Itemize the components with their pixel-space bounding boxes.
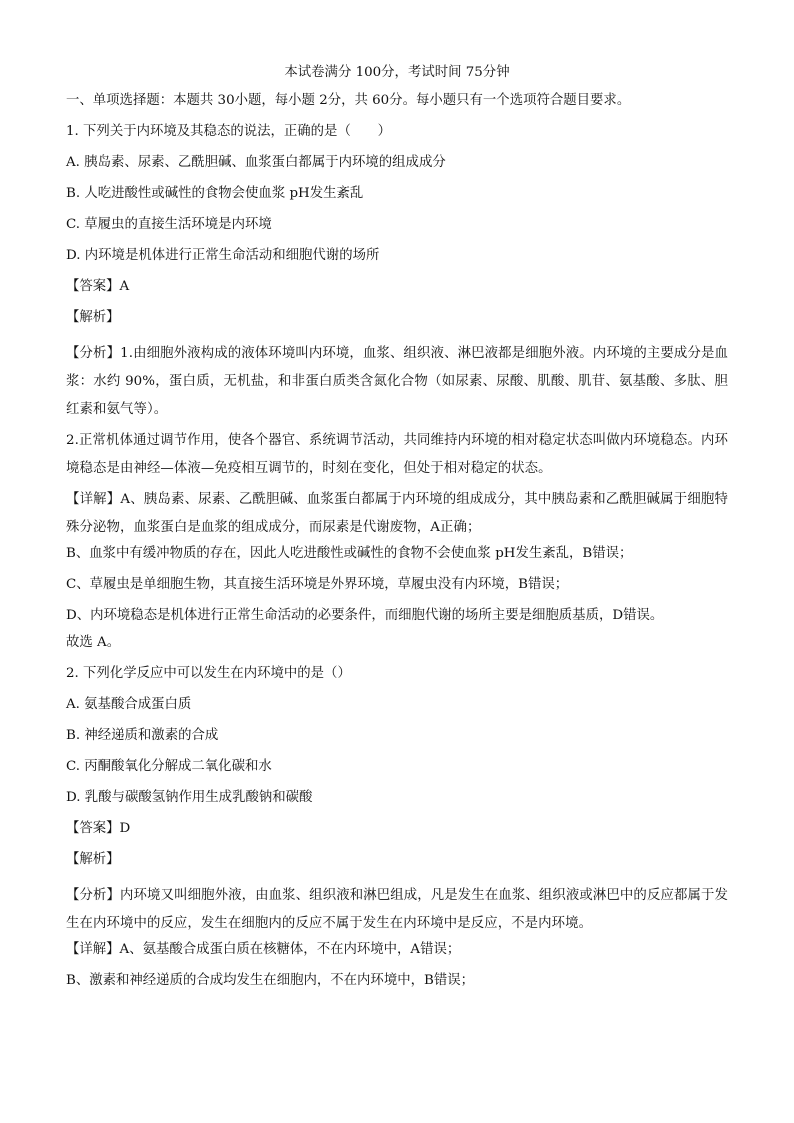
question-2-analysis-label: 【解析】: [66, 852, 120, 867]
question-1-option-d: D. 内环境是机体进行正常生命活动和细胞代谢的场所: [66, 248, 380, 263]
question-2-detail-b: B、激素和神经递质的合成均发生在细胞内，不在内环境中，B错误；: [66, 973, 475, 988]
question-2-option-b: B. 神经递质和激素的合成: [66, 728, 219, 743]
question-2-option-d: D. 乳酸与碳酸氢钠作用生成乳酸钠和碳酸: [66, 790, 313, 805]
question-1-detail-a: 【详解】A、胰岛素、尿素、乙酰胆碱、血浆蛋白都属于内环境的组成成分，其中胰岛素和乙酰胆碱属于细胞特殊分泌物，血浆蛋白是血浆的组成成分，而尿素是代谢废物，A正确；: [66, 492, 728, 535]
question-1-option-a: A. 胰岛素、尿素、乙酰胆碱、血浆蛋白都属于内环境的组成成分: [66, 155, 446, 170]
question-2-answer: 【答案】D: [66, 821, 131, 836]
question-1-detail-b: B、血浆中有缓冲物质的存在，因此人吃进酸性或碱性的食物不会使血浆 pH发生紊乱，B错误；: [66, 546, 633, 561]
document-page: [66, 64, 728, 1003]
question-1-stem: 1. 下列关于内环境及其稳态的说法，正确的是（ ）: [66, 124, 392, 139]
question-2-option-c: C. 丙酮酸氧化分解成二氧化碳和水: [66, 759, 272, 774]
section-heading: 一、单项选择题：本题共 30小题，每小题 2分，共 60分。每小题只有一个选项符合题目要求。: [66, 93, 631, 108]
question-2-option-a: A. 氨基酸合成蛋白质: [66, 697, 192, 712]
exam-info-title: 本试卷满分 100分，考试时间 75分钟: [284, 65, 510, 80]
question-1-answer: 【答案】A: [66, 279, 130, 294]
question-1-detail-c: C、草履虫是单细胞生物，其直接生活环境是外界环境，草履虫没有内环境，B错误；: [66, 577, 569, 592]
question-2-detail-a: 【详解】A、氨基酸合成蛋白质在核糖体，不在内环境中，A错误；: [66, 942, 461, 957]
question-1-analysis-2: 2.正常机体通过调节作用，使各个器官、系统调节活动，共同维持内环境的相对稳定状态叫做内环境稳态。内环境稳态是由神经—体液—免疫相互调节的，时刻在变化，但处于相对稳定的状态。: [66, 433, 728, 476]
question-1-option-c: C. 草履虫的直接生活环境是内环境: [66, 217, 272, 232]
question-1-conclusion: 故选 A。: [66, 635, 121, 650]
question-1-analysis-1: 【分析】1.由细胞外液构成的液体环境叫内环境，血浆、组织液、淋巴液都是细胞外液。内环境的主要成分是血浆：水约 90%，蛋白质，无机盐，和非蛋白质类含氮化合物（如尿素、尿酸、肌酸、肌苷、氨基酸、多肽、胆红素和氨气等）。: [66, 346, 728, 417]
question-1-option-b: B. 人吃进酸性或碱性的食物会使血浆 pH发生紊乱: [66, 186, 364, 201]
question-2-analysis-1: 【分析】内环境又叫细胞外液，由血浆、组织液和淋巴组成，凡是发生在血浆、组织液或淋巴中的反应都属于发生在内环境中的反应，发生在细胞内的反应不属于发生在内环境中是反应，不是内环境。: [66, 888, 728, 931]
question-2-stem: 2. 下列化学反应中可以发生在内环境中的是（）: [66, 666, 351, 681]
question-1-detail-d: D、内环境稳态是机体进行正常生命活动的必要条件，而细胞代谢的场所主要是细胞质基质，D错误。: [66, 608, 664, 623]
question-1-analysis-label: 【解析】: [66, 310, 120, 325]
